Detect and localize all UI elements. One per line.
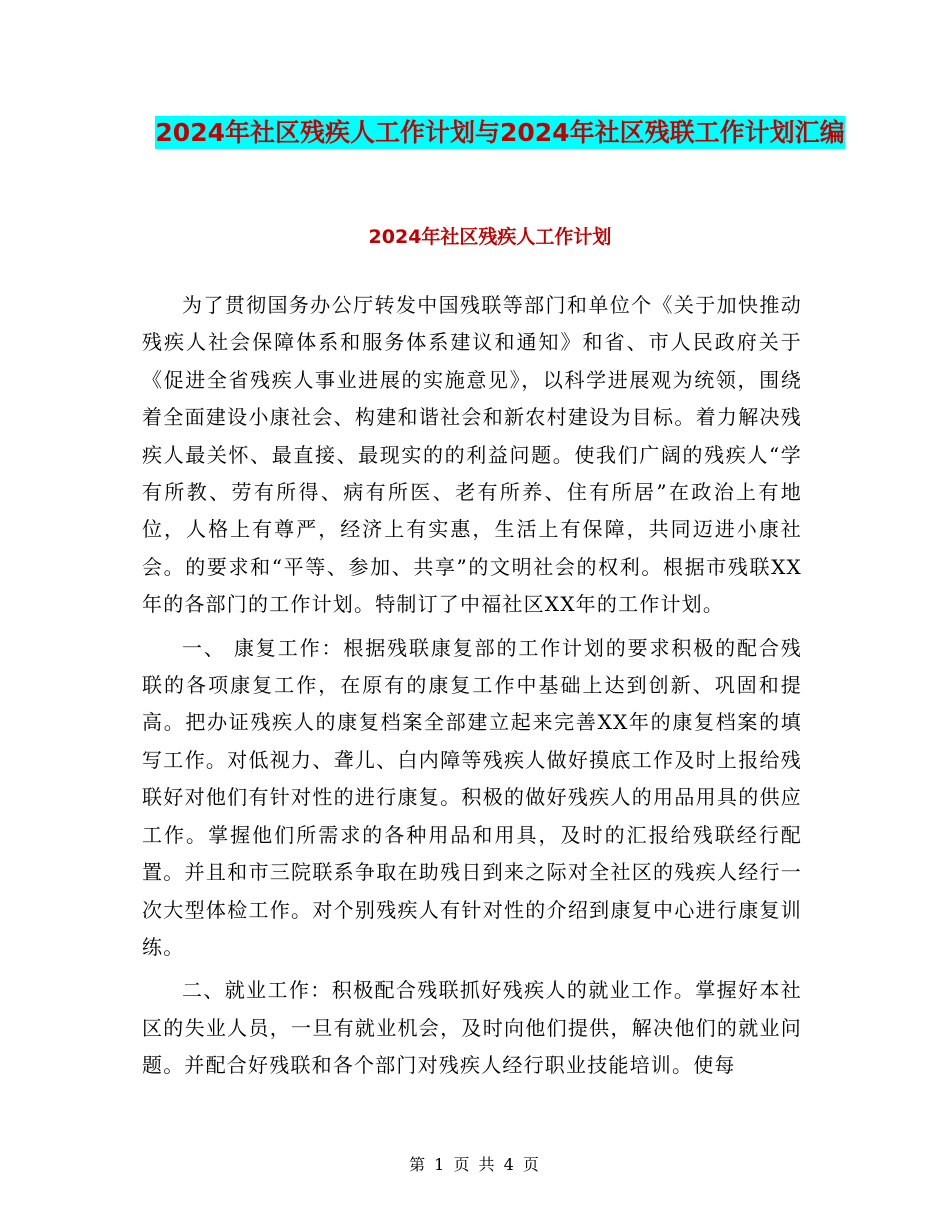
paragraph-intro: 为了贯彻国务办公厅转发中国残联等部门和单位个《关于加快推动残疾人社会保障体系和服务体系建议和通知》和省、市人民政府关于《促进全省残疾人事业进展的实施意见》，以科学进展观为统领，围绕着全面建设小康社会、构建和谐社会和新农村建设为目标。着力解决残疾人最关怀、最直接、最现实的的利益问题。使我们广阔的残疾人“学有所教、劳有所得、病有所医、老有所养、住有所居”在政治上有地位，人格上有尊严，经济上有实惠，生活上有保障，共同迈进小康社会。的要求和“平等、参加、共享”的文明社会的权利。根据市残联XX年的各部门的工作计划。特制订了中福社区XX年的工作计划。 [142,293,802,617]
document-title-text: 2024年社区残疾人工作计划与2024年社区残联工作计划汇编 [155,118,845,147]
document-body [142,287,802,1091]
page-footer: 第 1 页 共 4 页 [409,1155,541,1174]
paragraph-employment: 二、就业工作：积极配合残联抓好残疾人的就业工作。掌握好本社区的失业人员，一旦有就业机会，及时向他们提供，解决他们的就业问题。并配合好残联和各个部门对残疾人经行职业技能培训。使每 [142,978,802,1078]
section-title: 2024年社区残疾人工作计划 [368,226,612,248]
document-title [140,112,860,154]
paragraph-rehabilitation: 一、 康复工作：根据残联康复部的工作计划的要求积极的配合残联的各项康复工作，在原有的康复工作中基础上达到创新、巩固和提高。把办证残疾人的康复档案全部建立起来完善XX年的康复档案的填写工作。对低视力、聋儿、白内障等残疾人做好摸底工作及时上报给残联好对他们有针对性的进行康复。积极的做好残疾人的用品用具的供应工作。掌握他们所需求的各种用品和用具，及时的汇报给残联经行配置。并且和市三院联系争取在助残日到来之际对全社区的残疾人经行一次大型体检工作。对个别残疾人有针对性的介绍到康复中心进行康复训练。 [142,635,802,959]
